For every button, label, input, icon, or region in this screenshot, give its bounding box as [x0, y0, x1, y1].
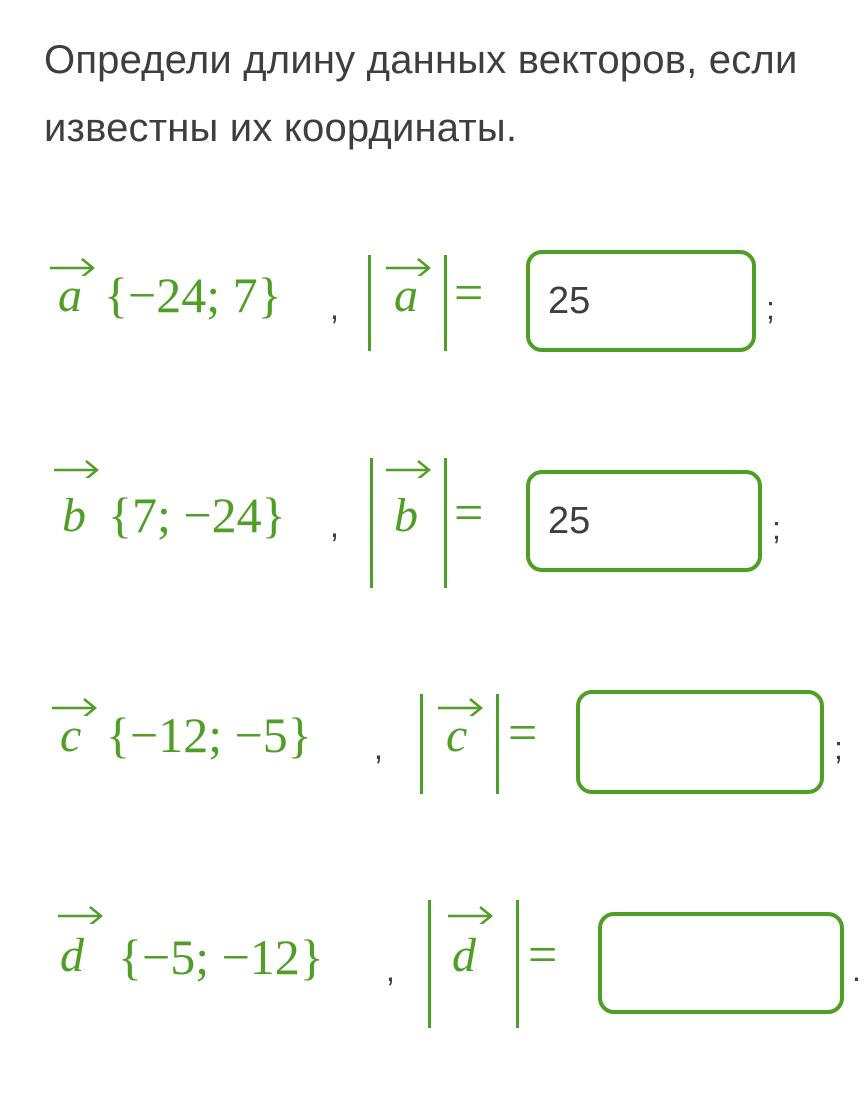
abs-bar-right: [516, 900, 519, 1028]
task-title: Определи длину данных векторов, если известны их координаты.: [44, 38, 798, 150]
vector-coordinates: {−12; −5}: [106, 707, 312, 763]
vector-name: d: [60, 929, 84, 982]
vector-name: a: [394, 269, 418, 322]
comma: ,: [330, 508, 339, 544]
equals-sign: =: [454, 265, 484, 322]
comma: ,: [386, 952, 395, 988]
vector-name: b: [394, 489, 418, 542]
equals-sign: =: [508, 705, 538, 762]
abs-bar-left: [428, 900, 431, 1028]
vector-coordinates: {−24; 7}: [104, 267, 282, 323]
semicolon: ;: [834, 730, 843, 766]
abs-bar-left: [420, 694, 423, 794]
vector-name: b: [62, 489, 86, 542]
vector-arrow-icon: [56, 904, 104, 924]
answer-input-d[interactable]: [598, 912, 844, 1014]
vector-arrow-icon: [384, 458, 432, 478]
comma: ,: [374, 730, 383, 766]
abs-bar-left: [370, 458, 373, 588]
semicolon: ;: [766, 290, 775, 326]
vector-name: a: [58, 269, 82, 322]
equals-sign: =: [528, 927, 558, 984]
answer-input-a[interactable]: [526, 250, 756, 352]
vector-coordinates: {−5; −12}: [118, 929, 324, 985]
vector-name: c: [446, 709, 468, 762]
semicolon: ;: [772, 510, 781, 546]
vector-name: d: [452, 929, 476, 982]
answer-input-b[interactable]: [526, 470, 762, 572]
abs-bar-right: [444, 255, 447, 351]
equals-sign: =: [454, 485, 484, 542]
abs-bar-right: [444, 458, 447, 588]
vector-arrow-icon: [446, 904, 494, 924]
vector-arrow-icon: [52, 458, 100, 478]
vector-name: c: [60, 709, 82, 762]
answer-input-c[interactable]: [576, 690, 824, 794]
abs-bar-right: [496, 694, 499, 794]
comma: ,: [330, 290, 339, 326]
period: .: [852, 952, 861, 988]
abs-bar-left: [368, 255, 371, 351]
vector-coordinates: {7; −24}: [108, 487, 286, 543]
